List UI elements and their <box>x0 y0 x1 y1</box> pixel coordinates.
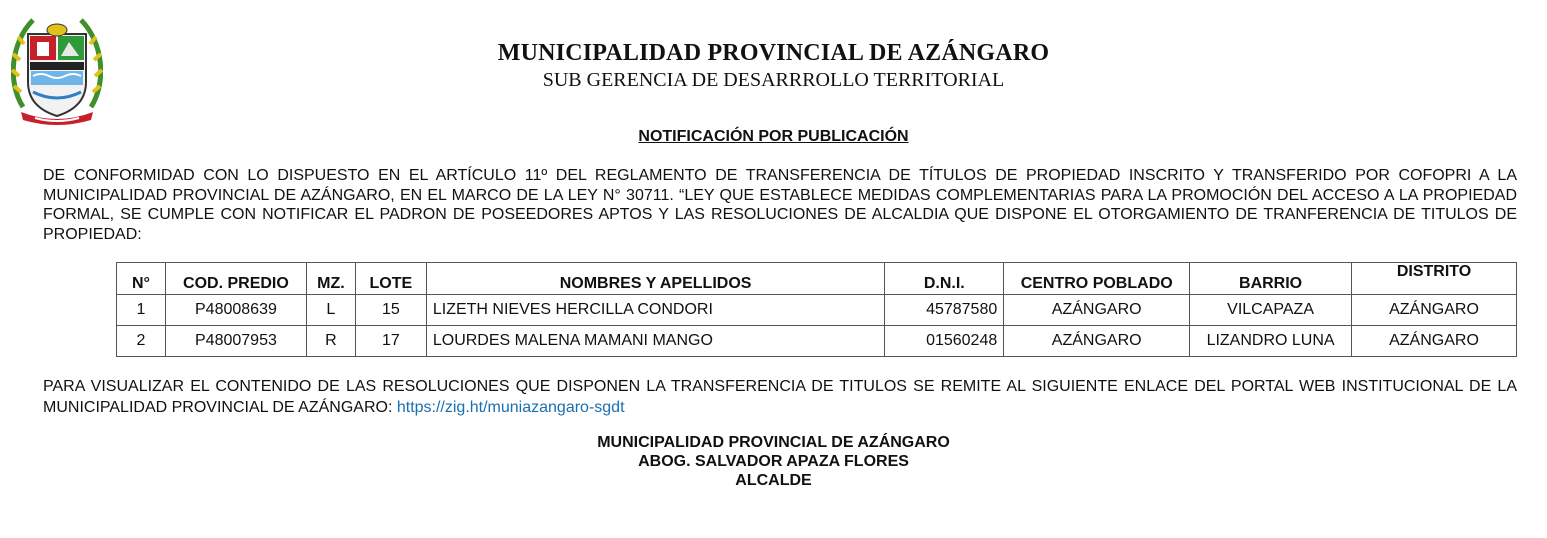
signature-organization: MUNICIPALIDAD PROVINCIAL DE AZÁNGARO <box>597 434 950 451</box>
organization-title: MUNICIPALIDAD PROVINCIAL DE AZÁNGARO <box>497 40 1050 66</box>
table-header-row <box>117 263 1517 295</box>
column-header-nombres: NOMBRES Y APELLIDOS <box>426 263 884 295</box>
cell-mz: R <box>306 326 355 357</box>
cell-lote: 17 <box>355 326 426 357</box>
cell-nombres: LIZETH NIEVES HERCILLA CONDORI <box>426 295 884 326</box>
column-header-dni: D.N.I. <box>885 263 1004 295</box>
column-header-mz: MZ. <box>306 263 355 295</box>
cell-mz: L <box>306 295 355 326</box>
column-header-number: N° <box>117 263 166 295</box>
cell-barrio: VILCAPAZA <box>1190 295 1352 326</box>
padron-table <box>116 262 1517 357</box>
cell-barrio: LIZANDRO LUNA <box>1190 326 1352 357</box>
signature-name: ABOG. SALVADOR APAZA FLORES <box>638 453 909 470</box>
closing-paragraph <box>43 376 1517 418</box>
organization-subtitle: SUB GERENCIA DE DESARRROLLO TERRITORIAL <box>542 69 1005 91</box>
cell-centro-poblado: AZÁNGARO <box>1004 326 1190 357</box>
cell-number: 1 <box>117 295 166 326</box>
notice-title: NOTIFICACIÓN POR PUBLICACIÓN <box>638 128 909 145</box>
column-header-lote: LOTE <box>355 263 426 295</box>
cell-centro-poblado: AZÁNGARO <box>1004 295 1190 326</box>
cell-cod-predio: P48008639 <box>165 295 306 326</box>
intro-paragraph: DE CONFORMIDAD CON LO DISPUESTO EN EL ARTÍCULO 11º DEL REGLAMENTO DE TRANSFERENCIA DE TÍTULOS DE PROPIEDAD INSCRITO Y TRANSFERIDO POR COFOPRI A LA MUNICIPALIDAD PROVINCIAL DE AZÁNGARO, EN EL MARCO DE LA LEY N° 30711. “LEY QUE ESTABLECE MEDIDAS COMPLEMENTARIAS PARA LA PROMOCIÓN DEL ACCESO A LA PROPIEDAD FORMAL, SE CUMPLE CON NOTIFICAR EL PADRON DE POSEEDORES APTOS Y LAS RESOLUCIONES DE ALCALDIA QUE DISPONE EL OTORGAMIENTO DE TRANFERENCIA DE TITULOS DE PROPIEDAD: <box>43 167 1517 243</box>
column-header-distrito: DISTRITO <box>1352 263 1517 295</box>
cell-lote: 15 <box>355 295 426 326</box>
column-header-centro-poblado: CENTRO POBLADO <box>1004 263 1190 295</box>
cell-dni: 01560248 <box>885 326 1004 357</box>
table-row <box>117 326 1517 357</box>
cell-distrito: AZÁNGARO <box>1352 326 1517 357</box>
table-row <box>117 295 1517 326</box>
resolutions-link[interactable]: https://zig.ht/muniazangaro-sgdt <box>396 399 625 416</box>
cell-cod-predio: P48007953 <box>165 326 306 357</box>
closing-text: PARA VISUALIZAR EL CONTENIDO DE LAS RESOLUCIONES QUE DISPONEN LA TRANSFERENCIA DE TITULOS SE REMITE AL SIGUIENTE ENLACE DEL PORTAL WEB INSTITUCIONAL DE LA MUNICIPALIDAD PROVINCIAL DE AZÁNGARO: <box>43 378 1517 416</box>
cell-number: 2 <box>117 326 166 357</box>
cell-nombres: LOURDES MALENA MAMANI MANGO <box>426 326 884 357</box>
column-header-cod-predio: COD. PREDIO <box>165 263 306 295</box>
cell-dni: 45787580 <box>885 295 1004 326</box>
cell-distrito: AZÁNGARO <box>1352 295 1517 326</box>
signature-role: ALCALDE <box>735 472 812 489</box>
column-header-barrio: BARRIO <box>1190 263 1352 295</box>
